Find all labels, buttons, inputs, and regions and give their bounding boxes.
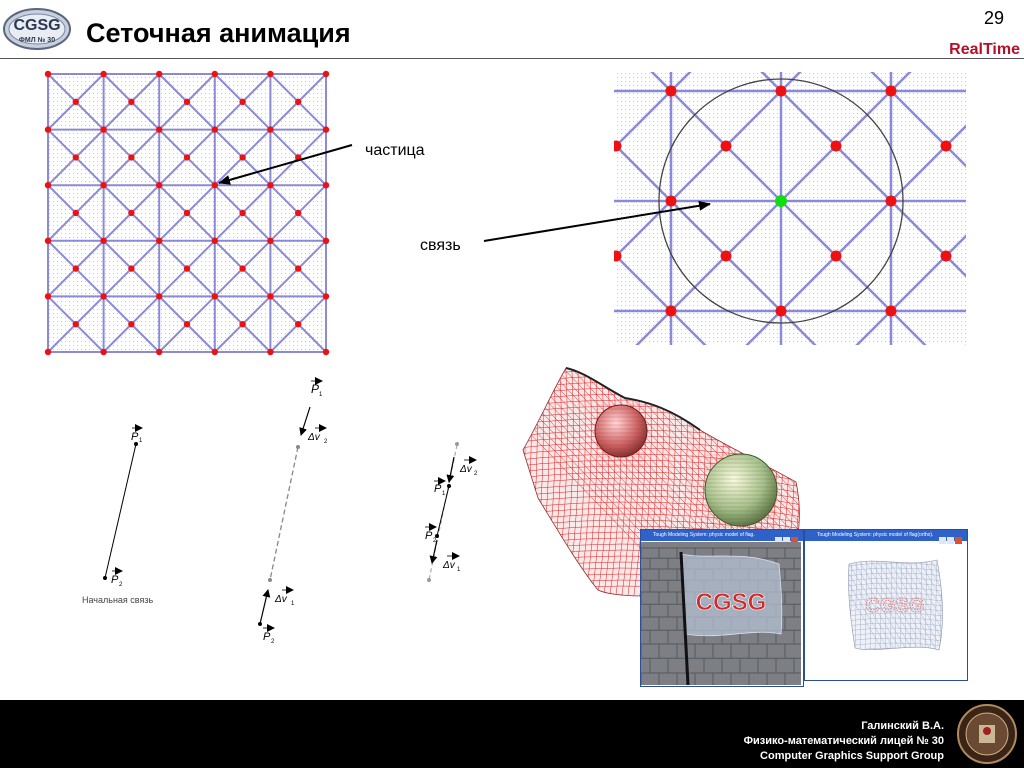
dv2-label-3: Δv (460, 464, 472, 475)
p2-sub: 2 (119, 582, 123, 588)
p2-sub-2: 2 (271, 639, 275, 645)
window-controls (775, 531, 801, 540)
logo-subtext: ФМЛ № 30 (18, 37, 56, 44)
page-title: Сеточная анимация (86, 18, 351, 48)
flag-render (641, 542, 801, 685)
header-divider (0, 58, 1024, 59)
window-controls-2 (939, 531, 965, 540)
link-label: связь (420, 237, 461, 254)
p1-sub-3: 1 (442, 491, 446, 497)
p1-label: P (131, 431, 139, 443)
footer-group: Computer Graphics Support Group (760, 750, 944, 762)
particle-label: частица (365, 142, 425, 159)
footer-author: Галинский В.А. (861, 720, 944, 732)
brand-label: RealTime (949, 41, 1020, 58)
flag-wire-text: CGSG (865, 595, 925, 617)
selected-particle (775, 195, 787, 207)
spring-diagram-contracted (425, 442, 478, 582)
school-seal (955, 703, 1019, 765)
dv1-label: Δv (275, 594, 287, 605)
p1-label-2: P (311, 382, 320, 396)
seal-graphic (955, 703, 1019, 765)
flag-text: CGSG (695, 589, 767, 616)
dv2-sub-3: 2 (474, 471, 478, 477)
spring-diagram-initial (82, 428, 153, 605)
logo (2, 6, 72, 52)
flag-window (640, 529, 804, 687)
flag-window-title: Tough Modeling System: physic model of flag. (641, 530, 803, 541)
p2-label: P (111, 574, 119, 586)
mesh-grid-left (45, 71, 329, 355)
dv2-label: Δv (308, 432, 320, 443)
p1-label-3: P (434, 483, 442, 495)
p1-sub-2: 1 (319, 392, 323, 398)
page-number: 29 (983, 8, 1004, 28)
flag-window-ortho-title: Tough Modeling System: physic model of flag(ortho). (805, 530, 967, 541)
dv1-label-3: Δv (443, 560, 455, 571)
flag-window-ortho (804, 529, 968, 681)
footer-school: Физико-математический лицей № 30 (743, 735, 944, 747)
dv1-sub: 1 (291, 601, 295, 607)
p2-label-3: P (425, 530, 433, 542)
flag-wireframe (805, 542, 965, 679)
p2-label-2: P (263, 631, 271, 643)
dv1-sub-3: 1 (457, 567, 461, 573)
logo-text: CGSG (13, 17, 61, 34)
spring-diagram-displaced (258, 381, 328, 645)
logo-graphic (2, 6, 72, 52)
initial-link-label: Начальная связь (82, 595, 154, 605)
dv2-sub: 2 (324, 439, 328, 445)
p2-sub-3: 2 (433, 538, 437, 544)
p1-sub: 1 (139, 438, 143, 444)
